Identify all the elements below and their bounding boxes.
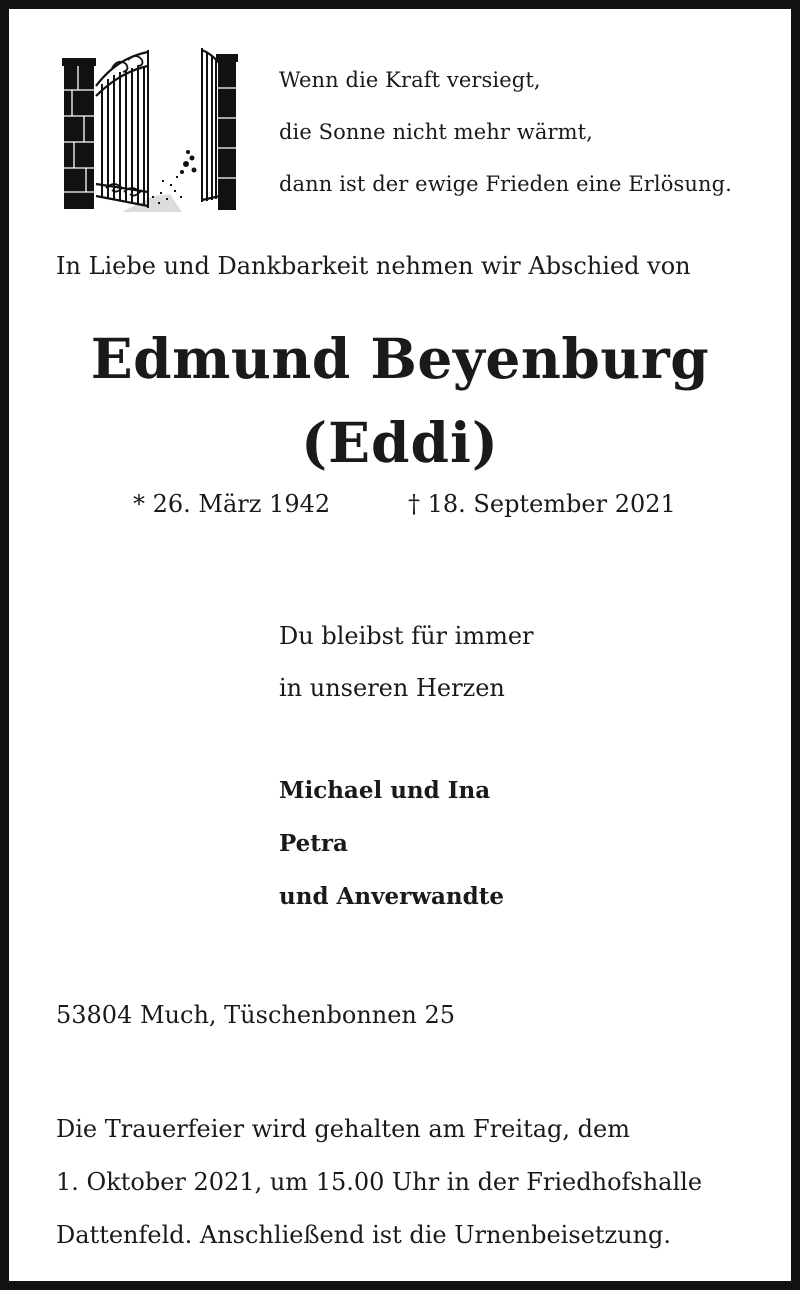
open-gate-icon: [62, 46, 238, 212]
family-address: 53804 Much, Tüschenbonnen 25: [56, 1001, 456, 1029]
ceremony-info: [56, 1103, 702, 1262]
mourner: Petra: [279, 830, 348, 857]
mourner: und Anverwandte: [279, 883, 504, 910]
ceremony-line: 1. Oktober 2021, um 15.00 Uhr in der Friedhofshalle: [56, 1168, 703, 1196]
verse-line: Wenn die Kraft versiegt,: [279, 68, 541, 92]
deceased-nickname: (Eddi): [301, 410, 499, 475]
ceremony-line: Dattenfeld. Anschließend ist die Urnenbeisetzung.: [56, 1221, 672, 1249]
farewell-intro: In Liebe und Dankbarkeit nehmen wir Abschied von: [56, 252, 691, 280]
mourners-list: [279, 764, 504, 923]
mourner: Michael und Ina: [279, 777, 491, 804]
deceased-name: Edmund Beyenburg: [90, 326, 710, 391]
tribute: [279, 610, 534, 714]
tribute-line: in unseren Herzen: [279, 674, 505, 702]
ceremony-line: Die Trauerfeier wird gehalten am Freitag, dem: [56, 1115, 630, 1143]
tribute-line: Du bleibst für immer: [279, 622, 534, 650]
birth-date: * 26. März 1942: [133, 490, 331, 518]
verse-line: die Sonne nicht mehr wärmt,: [279, 120, 593, 144]
verse-line: dann ist der ewige Frieden eine Erlösung.: [279, 172, 732, 196]
death-date: † 18. September 2021: [408, 490, 676, 518]
verse: [279, 54, 732, 210]
